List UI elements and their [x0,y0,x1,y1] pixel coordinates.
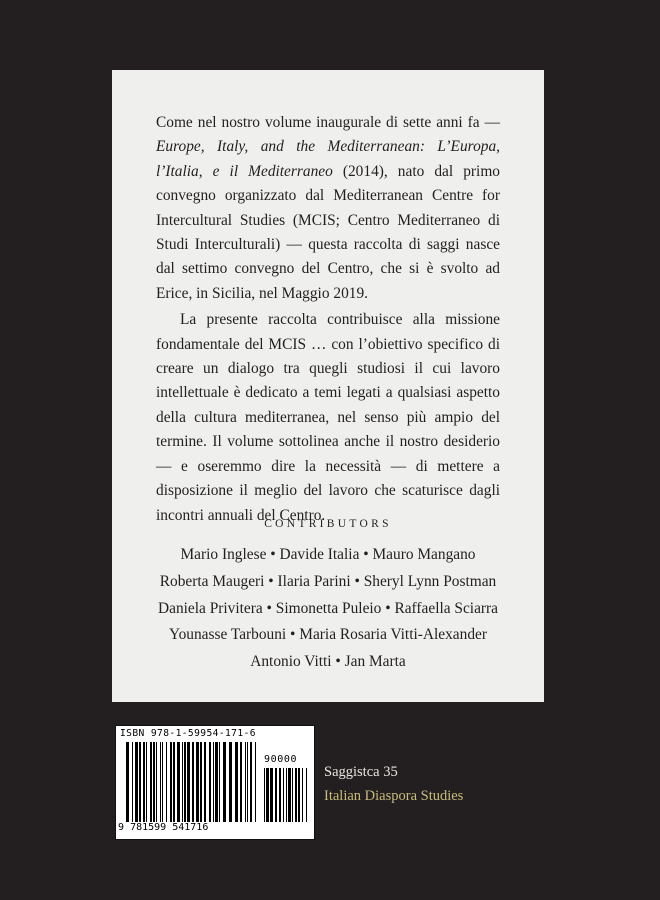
barcode-bar [162,742,163,822]
barcode-bar [219,742,220,822]
barcode-bar [264,768,265,822]
blurb-paragraph-1-lead: Come nel nostro volume inaugurale di sette anni fa — [156,114,500,131]
barcode-bar [177,742,180,822]
barcode-bar [215,742,218,822]
blurb-paragraph-1-rest: (2014), nato dal primo convegno organizzato dal Mediterranean Centre for Intercultural Studies (MCIS; Centro Mediterraneo di Studi Interculturali) — questa raccolta di saggi nasce dal settimo convegno del Centro, che si è svolto ad Erice, in Sicilia, nel Maggio 2019. [156,162,500,302]
barcode-bar [245,742,246,822]
price-addon-digits: 90000 [264,754,298,765]
barcode-bar [139,742,141,822]
isbn-label: ISBN 978-1-59954-171-6 [120,728,256,739]
barcode-bar [192,742,194,822]
ean-first-digit: 9 [118,822,125,833]
barcode-bar [182,742,183,822]
barcode-bar [173,742,175,822]
barcode-bar [306,768,307,822]
barcode-bar [223,742,226,822]
barcode-bar [153,742,155,822]
barcode-bar [187,742,190,822]
barcode-bar [160,742,161,822]
barcode-bar [209,742,211,822]
contributors-heading: CONTRIBUTORS [264,518,392,530]
barcode-bar [283,768,284,822]
barcode-bar [143,742,145,822]
barcode-bar [288,768,291,822]
contributors-line: Daniela Privitera • Simonetta Puleio • Raffaella Sciarra [158,599,498,617]
barcode-bar [229,742,232,822]
contributors-line: Mario Inglese • Davide Italia • Mauro Mangano [180,546,476,563]
barcode-bar [286,768,287,822]
barcode-bar [275,768,277,822]
series-number: Saggistca 35 [324,764,398,780]
barcode-bar [250,742,252,822]
blurb-paragraph-1 [156,111,500,306]
barcode-bar [196,742,199,822]
barcode-bar [213,742,214,822]
barcode-bar [166,742,167,822]
barcode-bar [184,742,186,822]
isbn-barcode [115,725,315,840]
barcode-bar [255,742,256,822]
contributors-line: Younasse Tarbouni • Maria Rosaria Vitti-Alexander [169,626,487,644]
barcode-bar [200,742,202,822]
blurb-paragraph-2: La presente raccolta contribuisce alla missione fondamentale del MCIS … con l’obiettivo specifico di creare un dialogo tra quegli studiosi il cui lavoro intellettuale è dedicato a temi legati a qualsiasi aspetto della cultura mediterranea, nel senso più ampio del termine. Il volume sottolinea anche il nostro desiderio — e oseremmo dire la necessità — di mettere a disposizione il meglio del lavoro che scaturisce dagli incontri annuali del Centro. [156,311,500,524]
series-name: Italian Diaspora Studies [324,788,464,804]
back-cover-panel [112,70,544,702]
barcode-bar [204,742,206,822]
barcode-bar [298,768,300,822]
contributors-list [112,542,544,676]
ean-left-group: 781599 [130,822,167,833]
barcode-bar [235,742,238,822]
barcode-bar [295,768,297,822]
barcode-bar [302,768,303,822]
barcode-bar [292,768,293,822]
barcode-bar [266,768,269,822]
ean-digits [118,822,208,833]
barcode-bar [135,742,138,822]
barcode-bar [279,768,281,822]
contributors-line: Roberta Maugeri • Ilaria Parini • Sheryl Lynn Postman [159,572,497,590]
barcode-bar [150,742,152,822]
barcode-bar [247,742,248,822]
barcode-bar [146,742,147,822]
barcode-bar [126,742,129,822]
barcode-bar [170,742,172,822]
barcode-bar [240,742,242,822]
inaugural-volume-title: Europe, Italy, and the Mediterranean: L’Europa, l’Italia, e il Mediterraneo [156,138,500,180]
blurb-text [156,111,500,528]
barcode-bar [270,768,273,822]
barcode-bar [132,742,133,822]
series-info [324,760,463,808]
contributors-line: Antonio Vitti • Jan Marta [250,653,406,671]
barcode-bar [156,742,157,822]
ean-right-group: 541716 [172,822,209,833]
